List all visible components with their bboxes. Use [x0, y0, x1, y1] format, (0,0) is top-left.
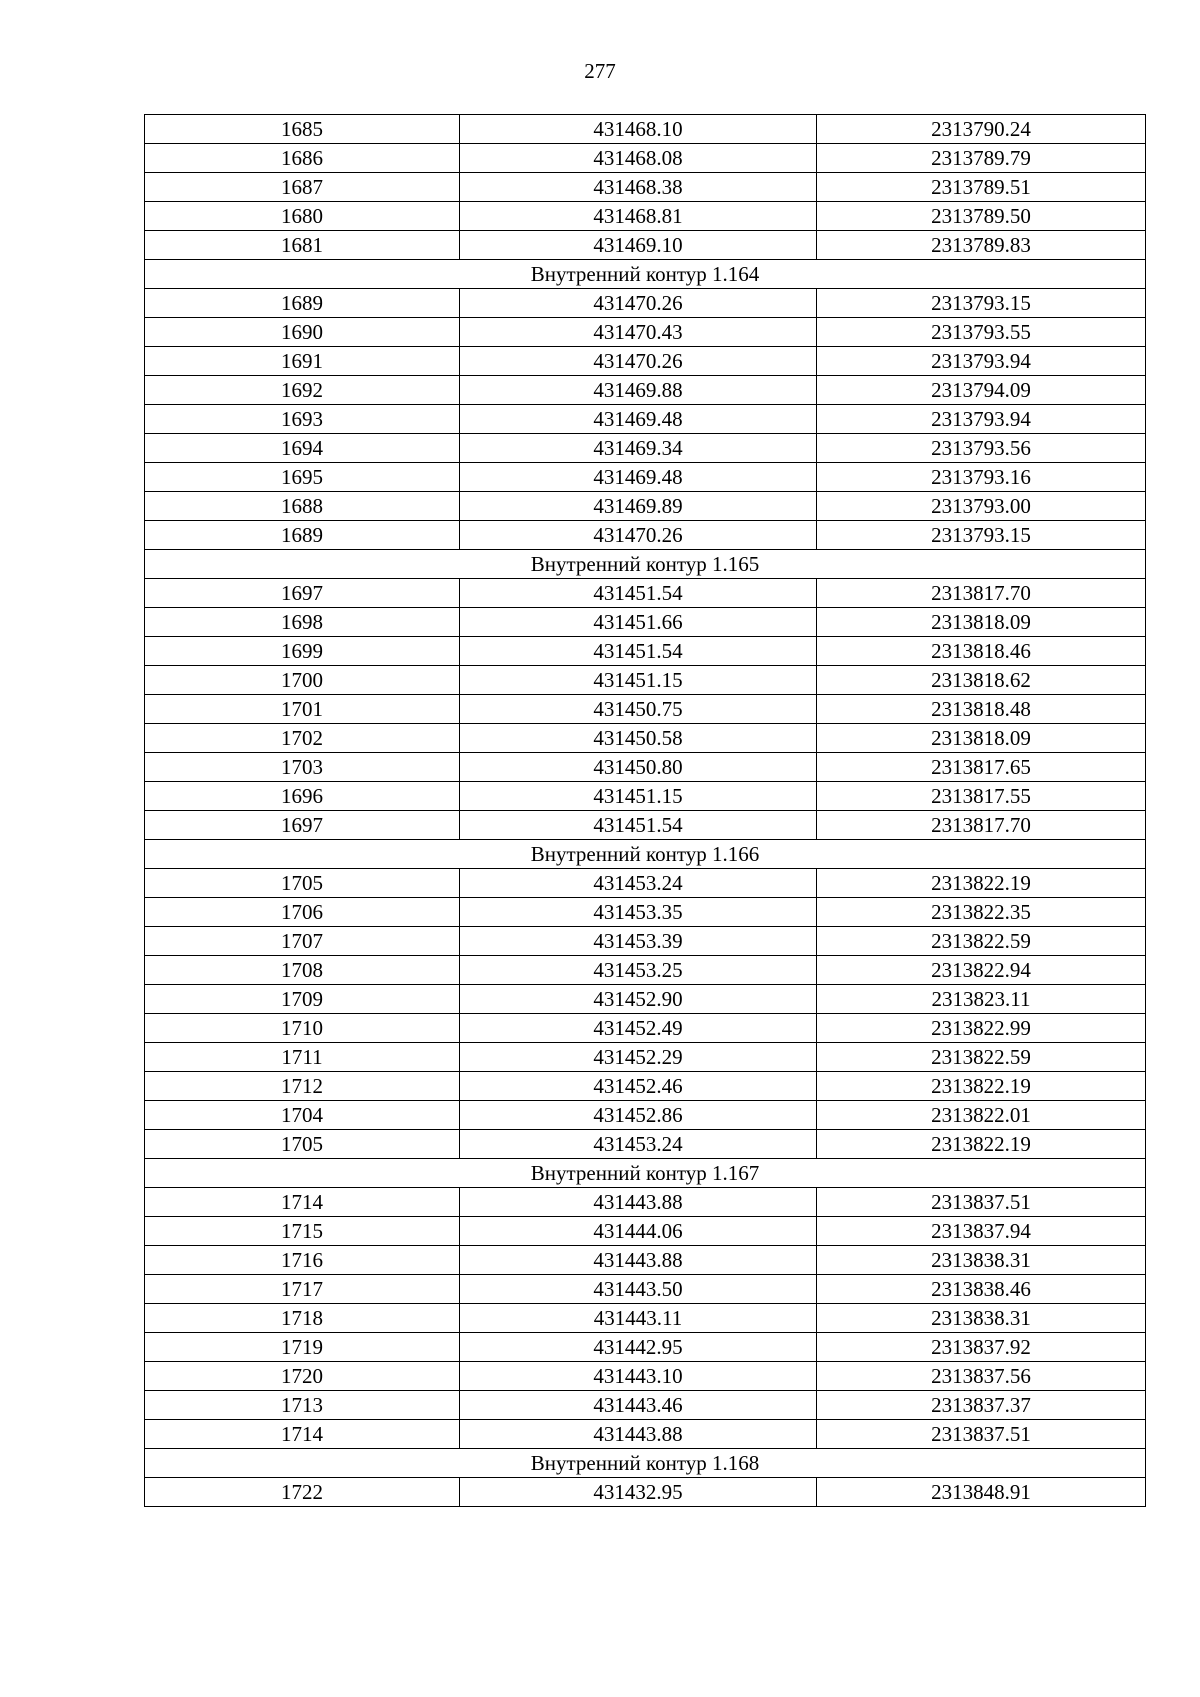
x-coordinate-cell: 431452.90	[460, 985, 817, 1014]
x-coordinate-cell: 431452.46	[460, 1072, 817, 1101]
point-number-cell: 1690	[145, 318, 460, 347]
y-coordinate-cell: 2313822.19	[817, 869, 1146, 898]
x-coordinate-cell: 431443.50	[460, 1275, 817, 1304]
point-number-cell: 1707	[145, 927, 460, 956]
y-coordinate-cell: 2313793.56	[817, 434, 1146, 463]
point-number-cell: 1714	[145, 1188, 460, 1217]
point-number-cell: 1701	[145, 695, 460, 724]
point-number-cell: 1689	[145, 521, 460, 550]
coordinates-table-body	[145, 115, 1146, 1507]
point-number-cell: 1704	[145, 1101, 460, 1130]
table-row	[145, 811, 1146, 840]
x-coordinate-cell: 431469.89	[460, 492, 817, 521]
y-coordinate-cell: 2313789.51	[817, 173, 1146, 202]
x-coordinate-cell: 431450.58	[460, 724, 817, 753]
table-row	[145, 956, 1146, 985]
point-number-cell: 1712	[145, 1072, 460, 1101]
y-coordinate-cell: 2313818.46	[817, 637, 1146, 666]
table-row	[145, 1391, 1146, 1420]
y-coordinate-cell: 2313838.46	[817, 1275, 1146, 1304]
table-row	[145, 434, 1146, 463]
point-number-cell: 1685	[145, 115, 460, 144]
table-row	[145, 1275, 1146, 1304]
point-number-cell: 1680	[145, 202, 460, 231]
x-coordinate-cell: 431444.06	[460, 1217, 817, 1246]
point-number-cell: 1694	[145, 434, 460, 463]
point-number-cell: 1688	[145, 492, 460, 521]
y-coordinate-cell: 2313789.50	[817, 202, 1146, 231]
x-coordinate-cell: 431452.86	[460, 1101, 817, 1130]
point-number-cell: 1703	[145, 753, 460, 782]
point-number-cell: 1697	[145, 811, 460, 840]
page-number: 277	[584, 59, 616, 83]
y-coordinate-cell: 2313790.24	[817, 115, 1146, 144]
point-number-cell: 1691	[145, 347, 460, 376]
table-row	[145, 1304, 1146, 1333]
x-coordinate-cell: 431468.38	[460, 173, 817, 202]
x-coordinate-cell: 431468.08	[460, 144, 817, 173]
point-number-cell: 1714	[145, 1420, 460, 1449]
y-coordinate-cell: 2313822.19	[817, 1130, 1146, 1159]
x-coordinate-cell: 431451.15	[460, 666, 817, 695]
y-coordinate-cell: 2313793.15	[817, 289, 1146, 318]
x-coordinate-cell: 431451.66	[460, 608, 817, 637]
table-row	[145, 376, 1146, 405]
point-number-cell: 1716	[145, 1246, 460, 1275]
table-row	[145, 898, 1146, 927]
table-row	[145, 521, 1146, 550]
x-coordinate-cell: 431469.10	[460, 231, 817, 260]
y-coordinate-cell: 2313837.92	[817, 1333, 1146, 1362]
table-row	[145, 1043, 1146, 1072]
x-coordinate-cell: 431470.26	[460, 347, 817, 376]
section-header-row	[145, 1449, 1146, 1478]
y-coordinate-cell: 2313817.70	[817, 579, 1146, 608]
table-row	[145, 1478, 1146, 1507]
x-coordinate-cell: 431452.49	[460, 1014, 817, 1043]
y-coordinate-cell: 2313837.37	[817, 1391, 1146, 1420]
x-coordinate-cell: 431451.54	[460, 811, 817, 840]
point-number-cell: 1692	[145, 376, 460, 405]
y-coordinate-cell: 2313793.94	[817, 347, 1146, 376]
table-row	[145, 985, 1146, 1014]
y-coordinate-cell: 2313818.62	[817, 666, 1146, 695]
y-coordinate-cell: 2313794.09	[817, 376, 1146, 405]
x-coordinate-cell: 431443.88	[460, 1246, 817, 1275]
y-coordinate-cell: 2313793.00	[817, 492, 1146, 521]
point-number-cell: 1696	[145, 782, 460, 811]
section-header-row	[145, 840, 1146, 869]
y-coordinate-cell: 2313817.70	[817, 811, 1146, 840]
table-row	[145, 231, 1146, 260]
x-coordinate-cell: 431443.11	[460, 1304, 817, 1333]
x-coordinate-cell: 431443.88	[460, 1420, 817, 1449]
x-coordinate-cell: 431453.25	[460, 956, 817, 985]
y-coordinate-cell: 2313837.56	[817, 1362, 1146, 1391]
x-coordinate-cell: 431453.24	[460, 869, 817, 898]
point-number-cell: 1705	[145, 1130, 460, 1159]
table-row	[145, 695, 1146, 724]
y-coordinate-cell: 2313837.51	[817, 1188, 1146, 1217]
point-number-cell: 1722	[145, 1478, 460, 1507]
table-row	[145, 1072, 1146, 1101]
point-number-cell: 1681	[145, 231, 460, 260]
y-coordinate-cell: 2313822.01	[817, 1101, 1146, 1130]
table-row	[145, 347, 1146, 376]
x-coordinate-cell: 431470.26	[460, 521, 817, 550]
x-coordinate-cell: 431443.46	[460, 1391, 817, 1420]
table-row	[145, 927, 1146, 956]
table-row	[145, 144, 1146, 173]
x-coordinate-cell: 431442.95	[460, 1333, 817, 1362]
point-number-cell: 1695	[145, 463, 460, 492]
point-number-cell: 1717	[145, 1275, 460, 1304]
table-row	[145, 753, 1146, 782]
y-coordinate-cell: 2313818.09	[817, 724, 1146, 753]
table-row	[145, 608, 1146, 637]
x-coordinate-cell: 431469.48	[460, 463, 817, 492]
section-header-row	[145, 1159, 1146, 1188]
x-coordinate-cell: 431453.24	[460, 1130, 817, 1159]
table-row	[145, 115, 1146, 144]
table-row	[145, 1217, 1146, 1246]
table-row	[145, 1188, 1146, 1217]
point-number-cell: 1719	[145, 1333, 460, 1362]
y-coordinate-cell: 2313793.55	[817, 318, 1146, 347]
y-coordinate-cell: 2313837.94	[817, 1217, 1146, 1246]
section-header-label: Внутренний контур 1.165	[145, 550, 1146, 579]
section-header-label: Внутренний контур 1.167	[145, 1159, 1146, 1188]
x-coordinate-cell: 431469.88	[460, 376, 817, 405]
point-number-cell: 1711	[145, 1043, 460, 1072]
y-coordinate-cell: 2313793.94	[817, 405, 1146, 434]
y-coordinate-cell: 2313822.59	[817, 927, 1146, 956]
table-row	[145, 492, 1146, 521]
point-number-cell: 1718	[145, 1304, 460, 1333]
y-coordinate-cell: 2313818.09	[817, 608, 1146, 637]
x-coordinate-cell: 431469.48	[460, 405, 817, 434]
x-coordinate-cell: 431432.95	[460, 1478, 817, 1507]
point-number-cell: 1708	[145, 956, 460, 985]
x-coordinate-cell: 431468.81	[460, 202, 817, 231]
table-row	[145, 173, 1146, 202]
point-number-cell: 1709	[145, 985, 460, 1014]
point-number-cell: 1706	[145, 898, 460, 927]
x-coordinate-cell: 431451.54	[460, 637, 817, 666]
y-coordinate-cell: 2313822.94	[817, 956, 1146, 985]
x-coordinate-cell: 431452.29	[460, 1043, 817, 1072]
y-coordinate-cell: 2313822.99	[817, 1014, 1146, 1043]
point-number-cell: 1687	[145, 173, 460, 202]
point-number-cell: 1705	[145, 869, 460, 898]
section-header-label: Внутренний контур 1.168	[145, 1449, 1146, 1478]
x-coordinate-cell: 431450.75	[460, 695, 817, 724]
x-coordinate-cell: 431451.15	[460, 782, 817, 811]
y-coordinate-cell: 2313838.31	[817, 1246, 1146, 1275]
x-coordinate-cell: 431451.54	[460, 579, 817, 608]
table-row	[145, 1362, 1146, 1391]
x-coordinate-cell: 431450.80	[460, 753, 817, 782]
y-coordinate-cell: 2313822.35	[817, 898, 1146, 927]
table-row	[145, 202, 1146, 231]
point-number-cell: 1699	[145, 637, 460, 666]
section-header-row	[145, 550, 1146, 579]
table-row	[145, 318, 1146, 347]
y-coordinate-cell: 2313793.15	[817, 521, 1146, 550]
y-coordinate-cell: 2313822.19	[817, 1072, 1146, 1101]
table-row	[145, 1420, 1146, 1449]
x-coordinate-cell: 431469.34	[460, 434, 817, 463]
table-row	[145, 1014, 1146, 1043]
point-number-cell: 1720	[145, 1362, 460, 1391]
table-row	[145, 1130, 1146, 1159]
y-coordinate-cell: 2313837.51	[817, 1420, 1146, 1449]
y-coordinate-cell: 2313793.16	[817, 463, 1146, 492]
table-row	[145, 579, 1146, 608]
table-row	[145, 463, 1146, 492]
table-row	[145, 1246, 1146, 1275]
section-header-row	[145, 260, 1146, 289]
y-coordinate-cell: 2313789.83	[817, 231, 1146, 260]
y-coordinate-cell: 2313848.91	[817, 1478, 1146, 1507]
x-coordinate-cell: 431470.43	[460, 318, 817, 347]
table-row	[145, 1333, 1146, 1362]
y-coordinate-cell: 2313817.55	[817, 782, 1146, 811]
table-row	[145, 724, 1146, 753]
x-coordinate-cell: 431453.39	[460, 927, 817, 956]
table-row	[145, 1101, 1146, 1130]
table-row	[145, 869, 1146, 898]
y-coordinate-cell: 2313817.65	[817, 753, 1146, 782]
y-coordinate-cell: 2313818.48	[817, 695, 1146, 724]
point-number-cell: 1715	[145, 1217, 460, 1246]
point-number-cell: 1693	[145, 405, 460, 434]
table-row	[145, 289, 1146, 318]
x-coordinate-cell: 431453.35	[460, 898, 817, 927]
table-row	[145, 782, 1146, 811]
table-row	[145, 666, 1146, 695]
x-coordinate-cell: 431468.10	[460, 115, 817, 144]
section-header-label: Внутренний контур 1.164	[145, 260, 1146, 289]
y-coordinate-cell: 2313838.31	[817, 1304, 1146, 1333]
table-row	[145, 405, 1146, 434]
x-coordinate-cell: 431443.88	[460, 1188, 817, 1217]
y-coordinate-cell: 2313822.59	[817, 1043, 1146, 1072]
point-number-cell: 1702	[145, 724, 460, 753]
point-number-cell: 1698	[145, 608, 460, 637]
x-coordinate-cell: 431470.26	[460, 289, 817, 318]
coordinates-table	[144, 114, 1146, 1507]
x-coordinate-cell: 431443.10	[460, 1362, 817, 1391]
point-number-cell: 1686	[145, 144, 460, 173]
table-row	[145, 637, 1146, 666]
section-header-label: Внутренний контур 1.166	[145, 840, 1146, 869]
point-number-cell: 1689	[145, 289, 460, 318]
point-number-cell: 1697	[145, 579, 460, 608]
point-number-cell: 1710	[145, 1014, 460, 1043]
y-coordinate-cell: 2313823.11	[817, 985, 1146, 1014]
point-number-cell: 1700	[145, 666, 460, 695]
point-number-cell: 1713	[145, 1391, 460, 1420]
y-coordinate-cell: 2313789.79	[817, 144, 1146, 173]
